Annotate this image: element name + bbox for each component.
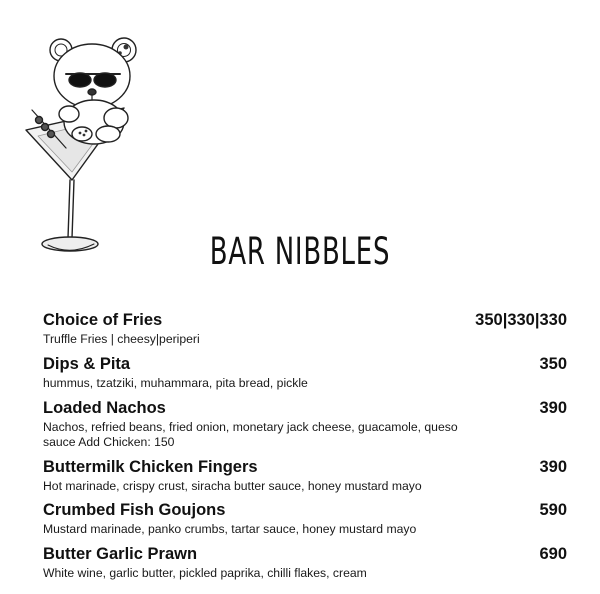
menu-item-header: [43, 399, 567, 420]
menu-item-header: [43, 501, 567, 522]
menu-item-name: Loaded Nachos: [43, 399, 166, 417]
menu-item-name: Dips & Pita: [43, 355, 131, 373]
menu-item-name: Crumbed Fish Goujons: [43, 501, 226, 519]
menu-item-price: 350|330|330: [475, 311, 567, 329]
menu-item-name: Buttermilk Chicken Fingers: [43, 458, 258, 476]
menu-item: [43, 545, 567, 585]
menu-item-description: hummus, tzatziki, muhammara, pita bread, pickle: [43, 376, 308, 390]
menu-item-name: Choice of Fries: [43, 311, 163, 329]
menu-item-name: Butter Garlic Prawn: [43, 545, 198, 563]
menu-item-description: Hot marinade, crispy crust, siracha butter sauce, honey mustard mayo: [43, 479, 422, 493]
menu-item: [43, 355, 567, 399]
menu-item-description: White wine, garlic butter, pickled paprika, chilli flakes, cream: [43, 566, 367, 580]
menu-item-description: Mustard marinade, panko crumbs, tartar sauce, honey mustard mayo: [43, 522, 417, 536]
menu-item: [43, 501, 567, 545]
menu-list: [43, 311, 567, 585]
menu-item-price: 390: [539, 458, 567, 476]
menu-item-header: [43, 311, 567, 332]
section-title: BAR NIBBLES: [209, 230, 391, 273]
menu-item: [43, 399, 567, 458]
menu-item-price: 590: [539, 501, 567, 519]
menu-item-description: Nachos, refried beans, fried onion, monetary jack cheese, guacamole, queso sauce Add Chicken: 150: [43, 420, 458, 449]
menu-item-header: [43, 458, 567, 479]
menu-item: [43, 458, 567, 501]
menu-item-description: Truffle Fries | cheesy|periperi: [43, 332, 200, 346]
menu-item: [43, 311, 567, 355]
menu-item-header: [43, 355, 567, 376]
menu-item-price: 390: [539, 399, 567, 417]
menu-item-header: [43, 545, 567, 566]
menu-item-price: 350: [539, 355, 567, 373]
menu-item-price: 690: [539, 545, 567, 563]
